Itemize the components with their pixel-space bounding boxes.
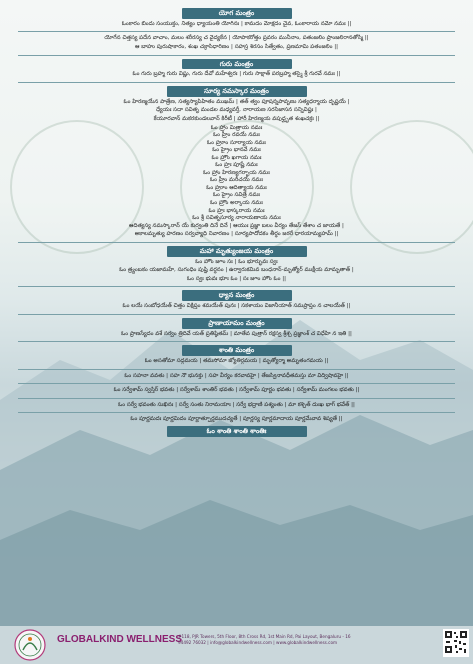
dhyana-line-1: ఓం లయే సంబోధయేత్ చిత్తం విక్షిప్తం శమయేత్ పునః | సకశాయం విజానీయాత్ సమప్రాప్తం న చాలయేత్ ||	[122, 303, 351, 310]
surya-name: ఓం హ్రీం రవయే నమః	[213, 132, 260, 139]
divider	[18, 369, 455, 370]
surya-outro-1: ఆదిత్యస్య నమస్కారాన్ యే కుర్వంతి దినే దినే | ఆయుః ప్రజ్ఞా బలం వీర్యం తేజస్ తేశాం చ జాయతే |	[129, 222, 344, 229]
surya-name: ఓం హ్రీం మరీచయే నమః	[210, 177, 263, 184]
shanti-line-1: ఓం అసతోమా సద్గమయ | తమసోమా జ్యోతిర్గమయ | మృత్యోర్మా అమృతంగమయ ||	[144, 358, 329, 364]
shanti-line-4: ఓం సర్వే భవంతు సుఖినః | సర్వే సంతు నిరామయాః | సర్వే భద్రాణి పశ్యంతు | మా కశ్చిత్ దుఃఖ భాగ్ భవేత్ ||	[118, 401, 355, 408]
surya-name: ఓం హ్రైం సవిత్రే నమః	[212, 192, 261, 199]
surya-intro-1: ఓం హిరణ్మయేన పాత్రేణ, సత్యస్యాపిహితం ముఖమ్ | తత్ త్వం పూషన్నపావృణు సత్యధర్మాయ దృష్టయే |	[123, 98, 350, 105]
surya-name: ఓం హ్రూం ఆదిత్యాయ నమః	[206, 184, 267, 191]
surya-intro-3: కేయూరవాన్ మకరకుండలవాన్ కిరీటీ | హారీ హిరణ్మయ వపుధ్ఘృత శంఖచక్రః ||	[153, 115, 320, 122]
surya-names-list	[8, 125, 465, 223]
section-heading-dhyana: ధ్యాన మంత్రం	[182, 290, 292, 301]
brand-name: GLOBALKIND WELLNESS	[57, 634, 182, 645]
shanti-line-2: ఓం సహనా వవతు | సహ నౌ భునక్తు | సహ వీర్యం కరవావహై | తేజస్వినావధీతమస్తు మా విద్విషావహై ||	[124, 372, 349, 379]
shanti-closing: ఓం శాంతి శాంతి శాంతిః	[167, 426, 307, 437]
globalkind-logo-icon	[7, 628, 53, 662]
shanti-line-5: ఓం పూర్ణమదః పూర్ణమిదం పూర్ణాత్పూర్ణముదచ్యతే | పూర్ణస్య పూర్ణమాదాయ పూర్ణమేవావ శిష్యతే ||	[130, 416, 343, 423]
divider	[18, 286, 455, 287]
section-heading-surya: సూర్య నమస్కార మంత్రం	[167, 86, 307, 97]
contact-block	[178, 634, 351, 647]
section-heading-guru: గురు మంత్రం	[182, 59, 292, 70]
surya-name: ఓం హ్రాం మిత్రాయ నమః	[210, 124, 263, 131]
yoga-line-3: ఆ బాహు పురుషాకారం, శంఖ చక్రాసిధారిణం | సహస్ర శిరసం సిత్వేతం, ప్రణమామి పతంజలిం ||	[135, 43, 338, 50]
surya-name: ఓం హ్రాం హిరణ్యగర్భాయ నమః	[203, 169, 270, 176]
footer	[0, 626, 473, 664]
surya-intro-2: ధ్యేయః సదా సవితృ మండల మధ్యవర్తీ, నారాయణ సరసిజాసన సన్నివిష్టః |	[156, 107, 317, 114]
yoga-line-1: ఓంకారం బిందు సంయుక్తం, నిత్యం ధ్యాయంతి యోగినః | కామదం మోక్షదం చైవ, ఓంకారాయ నమో నమః ||	[121, 20, 352, 27]
contact-text: 94492 76032 | info@globalkindwellness.com | www.globalkindwellness.com	[178, 640, 338, 646]
section-heading-yoga: యోగ మంత్రం	[182, 8, 292, 19]
mantra-sheet	[8, 6, 465, 439]
guru-line-1: ఓం గురు బ్రహ్మ గురు విష్ణు, గురు దేవో మహేశ్వరః | గురు సాక్షాత్ పరబ్రహ్మ తస్మై శ్రీ గురవే నమః ||	[132, 71, 341, 78]
section-heading-pranayama: ప్రాణాయామం మంత్రం	[182, 318, 292, 329]
mrityunjaya-line-1: ఓం హౌం జూం సః | ఓం భూర్భువః స్వః	[195, 258, 278, 265]
surya-outro-2: అకాలమృత్యు హరణం సర్వవ్యాధి నివారణం | సూర్యపాదోదకం తీర్థం జఠరే ధారయామ్యహమ్ ||	[134, 231, 339, 238]
pranayama-line-1: ఓం ప్రాణస్యేదం వశే సర్వం త్రిదివే యత్ ప్రతిష్ఠితమ్ | మాతేవ పుత్రాన్ రక్షస్వ శ్రీశ్చ ప్రజ్ఞాంశ్ చ విధేహి న ఇతి ||	[121, 330, 352, 337]
divider	[18, 82, 455, 83]
surya-name: ఓం హ్రౌం ఖగాయ నమః	[211, 154, 262, 161]
section-heading-mrityunjaya: మహా మృత్యుంజయ మంత్రం	[167, 246, 307, 257]
mrityunjaya-line-2: ఓం త్ర్యంబకం యజామహే, సుగంధిం పుష్టి వర్ధనం | ఉర్వారుకమివ బంధనాన్-మృత్యోర్ ముక్షీయ మామృతాత్ |	[119, 267, 354, 274]
divider	[18, 412, 455, 413]
yoga-line-2: యోగేన చిత్తస్య పదేన వాచాం, మలం శరీరస్య చ వైద్యకేన | యోపాకరోత్తం ప్రవరం మునీనాం, పతంజలిం ప్రాంజలిరానతోస్మి ||	[104, 35, 369, 42]
divider	[18, 383, 455, 384]
surya-name: ఓం హ్రౌం అర్కాయ నమః	[210, 199, 263, 206]
divider	[18, 55, 455, 56]
surya-name: ఓం హ్రః పూష్ణే నమః	[215, 162, 258, 169]
shanti-line-3: ఓం సర్వేశామ్ స్వస్తిర్ భవతు | సర్వేశామ్ శాంతిర్ భవతు | సర్వేశామ్ పూర్ణం భవతు | సర్వేశామ్ మంగలం భవతు ||	[113, 387, 360, 394]
address-text: #118, PJR Towers, 5th Floor, 8th Cross Rd, 1st Main Rd, Pai Layout, Bengaluru - 16	[178, 634, 351, 639]
qr-code-icon[interactable]	[443, 629, 469, 657]
divider	[18, 398, 455, 399]
surya-name: ఓం శ్రీ సవితృసూర్య నారాయణాయ నమః	[192, 215, 281, 222]
surya-name: ఓం హ్రః భాస్కరాయ నమః	[208, 207, 265, 214]
divider	[18, 31, 455, 32]
divider	[18, 242, 455, 243]
surya-name: ఓం హ్రైం భానవే నమః	[212, 147, 261, 154]
surya-name: ఓం హ్రూం సూర్యాయ నమః	[207, 139, 266, 146]
mrityunjaya-line-3: ఓం స్వః భువః భూః ఓం | సః జూం హౌం ఓం ||	[187, 275, 286, 282]
divider	[18, 341, 455, 342]
section-heading-shanti: శాంతి మంత్రం	[182, 345, 292, 356]
divider	[18, 314, 455, 315]
